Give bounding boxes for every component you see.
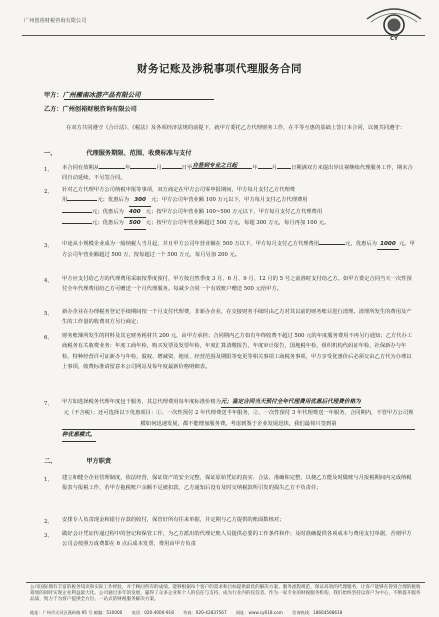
company-logo-icon xyxy=(365,3,423,43)
logo-text: CY xyxy=(389,36,399,42)
item6-number: 6、 xyxy=(44,335,53,341)
section1-title: 代理服务期限、范围、收费标准与支付 xyxy=(86,150,192,157)
footer-hotline: 咨询热线：18664568618 xyxy=(292,610,343,615)
party-b-row xyxy=(44,104,137,113)
item1-text: 本合同有效期从 年 月 日至 自签到专业之日起 年 月 日期满双方未提出异议视继续代理服务工作，期末合同自动延续，不另签合同。 xyxy=(62,163,413,182)
item7-number: 7、 xyxy=(44,401,53,407)
section2-title: 甲方职责 xyxy=(86,458,112,465)
duty3-text: 做好会计凭证传递过程中的登记和保管工作，为乙方派出的代理记账人员提供必要的工作条件和作；及时准确提供各项成本与费用支付单据，否则甲方公司会按照万成费即在 6 点后成本发票，费用由甲方负责 xyxy=(62,531,412,548)
duty2-number: 2、 xyxy=(44,519,53,525)
header-divider xyxy=(22,35,425,36)
section2-heading xyxy=(44,456,111,465)
party-a-label: 甲方： xyxy=(44,92,63,99)
section1-heading xyxy=(44,148,192,157)
duty1-number: 1、 xyxy=(44,477,53,483)
footer-address: 地址：广州市天河区燕岭路 95 号 邮编：510000 xyxy=(30,610,123,615)
fee-100-500w-discount: 500 xyxy=(124,218,146,229)
party-a-underline xyxy=(64,99,214,100)
item3-text: 中途从小规模企业成为一般纳税人当月起，并且甲方公司年营业额在 500 万以下，甲方每月支付乙方代理费用 元，优惠后为 1000 元。甲方公司年营业额超过 500 万，按每超过一个 500 万元，每月另加 200 元。 xyxy=(62,241,415,259)
item2-text: 针对乙方代理甲方公司纳税申报等事项，双方商定在甲方公司零申报期间，甲方每月支付乙方代理费 用 元；优惠后为 300 元；甲方公司年营业额 100 万元以下，甲方每月支付乙方代理费用 元；优惠后为 400 元；按甲方公司年营业额 100~500 万元以下，甲方每月支付乙方代理费用 元；优惠后为 500 元；按甲方公司年营业额超过 500 万元，每超 300 万元，每月再加 100 元。 xyxy=(62,185,415,230)
prepay-discount-price: 元（不含税）；还可选择以下优惠项目：①、一次性预付 2 年代理费送半年服务，②、一次性预付 3 年代理费送一年服务，合同期内，不管甲方公司规模如何迅速发展，都不能增加服务费。考虑到鉴于企业发展迅快，我们最荷只签到第 xyxy=(62,408,415,430)
section1-number: 一、 xyxy=(44,150,57,157)
footer-website: 网址：www.cy618.com xyxy=(235,610,283,615)
handwritten-start-date: 自签到专业之日起 xyxy=(192,163,238,169)
item4-text: 甲方应支付给乙方的代理费用采取按季度预付，甲方按自然季度 3 月、6 月、9 月、12 月的 5 号之前准时支付给乙方。如甲方委定合同当天一次性预付全年代理费用给乙方可赠送一个月代理服务。每减少合同一个有效账户赠送 500 元给甲方。 xyxy=(62,276,412,293)
item5-number: 5、 xyxy=(44,311,53,317)
footer-fax: 传真：020-42837567 xyxy=(183,610,227,615)
item1-number: 1、 xyxy=(44,167,53,173)
duty3-number: 3、 xyxy=(44,533,53,539)
duty1-text: 建立和健全企业管理制度，依法经营，保证资产的安全完整，保证原始凭证的真实、合法、准确和完整，以便乙方能及时做账与月报税期间内完成纳税报表与报税工作，若甲方拖税账户余额不足被扣款，乙方通知后没有及时交纳税款所引发的损失乙方不负责任； xyxy=(62,475,412,492)
party-a-row xyxy=(44,90,141,99)
item5-text: 新办企业在办理税务登记手续期间按一个月支付代理费，非新办企业，在交接财务手续时由乙方对其以前的财务账目进行清理。清理所发生的费用及产生的工作量的收费双方另行商定； xyxy=(62,309,412,326)
duty2-text: 安排专人负责现金和银行存款的收付，保管好所有往来单据，并定期与乙方提供的账面数核对； xyxy=(62,517,285,523)
footer-contact-row xyxy=(30,610,423,616)
item4-number: 4、 xyxy=(44,278,53,284)
fee-zero-discount: 300 xyxy=(129,195,151,206)
footer-divider xyxy=(26,582,425,583)
fee-under-100w-discount: 400 xyxy=(124,207,146,218)
party-b-name: 广州创裕财税咨询有限公司 xyxy=(62,106,137,113)
document-title: 财务记账及涉税事项代理服务合同 xyxy=(137,63,302,75)
party-b-label: 乙方： xyxy=(44,106,63,113)
item3-number: 3、 xyxy=(44,243,53,249)
header-company-name: 广州创裕财税咨询有限公司 xyxy=(24,18,87,24)
discount-mode-choice: 种优惠模式。 xyxy=(62,430,96,441)
fee-general-taxpayer-discount: 1000 xyxy=(377,239,399,250)
annual-standard-price: 元；鉴定合同当天预付全年代理费用优惠后代理费价格为 xyxy=(221,397,361,408)
item2-number: 2、 xyxy=(44,189,53,195)
party-a-name: 广州雁南冰游产品有限公司 xyxy=(62,91,141,99)
intro-paragraph: 在双方共同遵守《合计法》、《税法》及各项经济法规的前提下，就甲方委托乙方代理财务工作，在平等互惠的基础上签订本合同，以便共同遵守： xyxy=(66,125,406,131)
footer-phone: 电话：020-4000-918 xyxy=(131,610,174,615)
item6-text: 财务账簿所发生的材料及其它财务耗材共 200 元，由甲方承担；合同期内乙方如有年终收费不超过 500 元的年度服务费用不再另行通知；乙方代办工商税务有关收费业务：年度工商年检，购买发票及发票年检，年度汇算清缴报告，年度审计报告，国地税年检，组织机构代码证年检，社保新办与年检，特种经营许可证新办与年检，股权、增减资、地址、经营范围及期限等变更等相关事项工商税务事项，甲方享受优惠价后必须交由乙方代为办理以上事项，收费标准请留意本公司网站及每年度最新价格明细表。 xyxy=(62,333,413,371)
footer-company-intro: 公司国际拥有丰富的税务知识和实际工作经验，并于顾问所有的成绩。能够根据每个客户的需求和目标提供最优的解决方案。服务流程规范，保证高效的代理服务，让客户能够在得到合理的税收筹划的同时实现企业利益最大化。公司通过多年的发展，赢得了众多企业和个人的信任与支持，成为行业内的佼佼者。作为一家专业的财税服务机构，我们始终坚持以客户为中心，不断提升服务品质，致力于为客户提供全方位、一站式的财税服务解决方案。 xyxy=(30,585,421,603)
section2-number: 二、 xyxy=(44,458,57,465)
item7-text: 甲方如选择税务代理年度包干服务，其总代理费用每年度标准价格为元；鉴定合同当天预付全年代理费用优惠后代理费价格为元（不含税）；还可选择以下优惠项目：①、一次性预付 2 年代理费送半年服务，②、一次性预付 3 年代理费送一年服务，合同期内，不管甲方公司规模如何迅速发展，都不能增加服务费。考虑到鉴于企业发展迅快，我们最荷只签到第种优惠模式。 xyxy=(62,397,415,442)
